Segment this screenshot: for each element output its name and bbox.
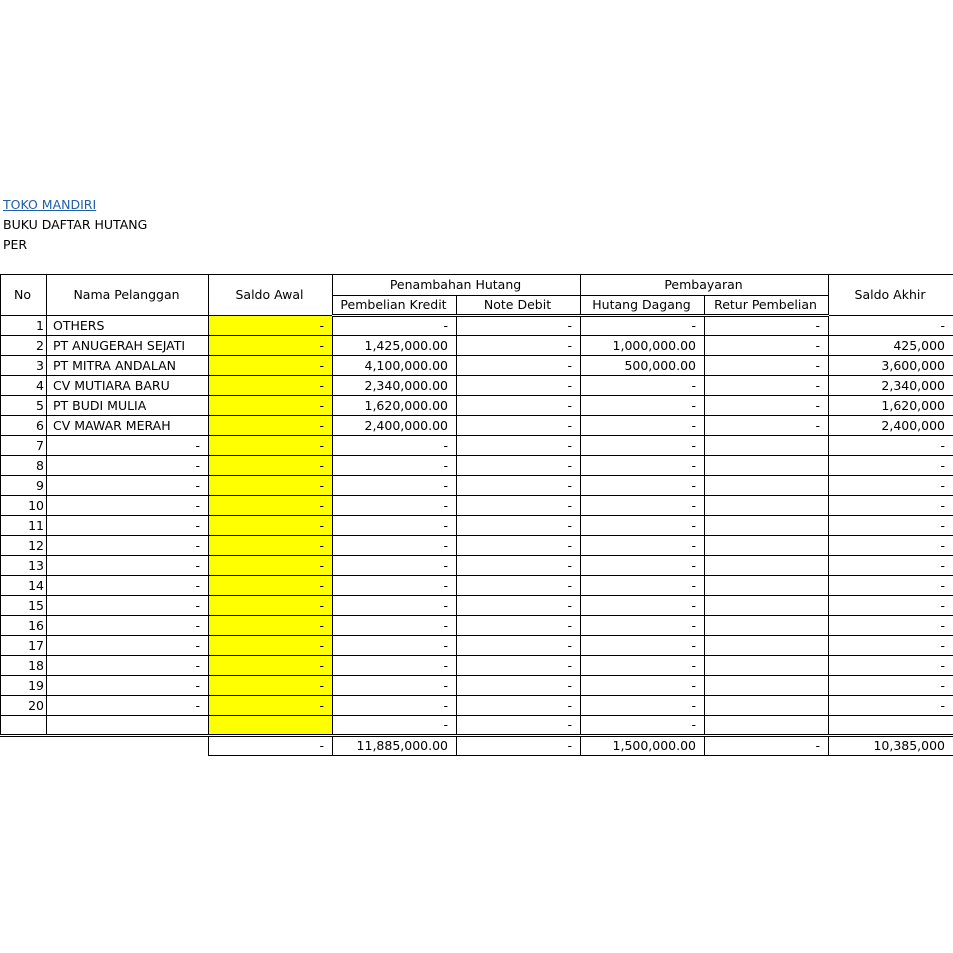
retur-pembelian-cell[interactable] (705, 676, 829, 696)
saldo-akhir-cell[interactable]: 425,000 (829, 336, 953, 356)
note-debit-cell[interactable]: - (457, 596, 581, 616)
table-row (1, 616, 953, 636)
pembelian-kredit-cell[interactable]: - (333, 676, 457, 696)
saldo-awal-cell[interactable]: - (209, 516, 333, 536)
note-debit-cell[interactable]: - (457, 556, 581, 576)
company-name-link[interactable]: TOKO MANDIRI (3, 197, 97, 212)
retur-pembelian-cell[interactable]: - (705, 376, 829, 396)
note-debit-cell[interactable]: - (457, 336, 581, 356)
saldo-akhir-cell[interactable]: 1,620,000 (829, 396, 953, 416)
note-debit-cell[interactable]: - (457, 656, 581, 676)
table-row (1, 336, 953, 356)
table-row (1, 556, 953, 576)
note-debit-cell[interactable]: - (457, 376, 581, 396)
table-row (1, 656, 953, 676)
customer-name-cell[interactable]: - (47, 676, 209, 696)
row-no-cell[interactable]: 14 (1, 576, 47, 596)
retur-pembelian-cell[interactable] (705, 636, 829, 656)
pembelian-kredit-cell[interactable]: 2,340,000.00 (333, 376, 457, 396)
hutang-dagang-cell[interactable]: - (581, 656, 705, 676)
saldo-awal-cell[interactable]: - (209, 696, 333, 716)
saldo-akhir-cell[interactable]: - (829, 616, 953, 636)
col-header-hutang-dagang[interactable]: Hutang Dagang (581, 296, 705, 316)
retur-pembelian-cell[interactable] (705, 696, 829, 716)
note-debit-cell[interactable]: - (457, 716, 581, 736)
note-debit-cell[interactable]: - (457, 536, 581, 556)
col-group-pembayaran[interactable]: Pembayaran (581, 275, 829, 296)
total-note-debit-cell[interactable]: - (457, 736, 581, 756)
pembelian-kredit-cell[interactable]: 1,425,000.00 (333, 336, 457, 356)
saldo-akhir-cell[interactable]: - (829, 476, 953, 496)
row-no-cell[interactable]: 1 (1, 316, 47, 336)
note-debit-cell[interactable]: - (457, 496, 581, 516)
hutang-dagang-cell[interactable]: - (581, 696, 705, 716)
pembelian-kredit-cell[interactable]: - (333, 576, 457, 596)
row-no-cell[interactable] (1, 716, 47, 736)
hutang-dagang-cell[interactable]: - (581, 456, 705, 476)
note-debit-cell[interactable]: - (457, 356, 581, 376)
saldo-akhir-cell[interactable]: - (829, 556, 953, 576)
retur-pembelian-cell[interactable] (705, 496, 829, 516)
pembelian-kredit-cell[interactable]: - (333, 316, 457, 336)
customer-name-cell[interactable]: - (47, 636, 209, 656)
ledger-body (1, 316, 953, 756)
total-retur-pembelian-cell[interactable]: - (705, 736, 829, 756)
saldo-awal-cell[interactable]: - (209, 676, 333, 696)
col-header-retur-pembelian[interactable]: Retur Pembelian (705, 296, 829, 316)
row-no-cell[interactable]: 16 (1, 616, 47, 636)
row-no-cell[interactable]: 2 (1, 336, 47, 356)
hutang-dagang-cell[interactable]: - (581, 556, 705, 576)
table-row (1, 416, 953, 436)
pembelian-kredit-cell[interactable]: - (333, 436, 457, 456)
totals-blank (1, 736, 209, 756)
hutang-dagang-cell[interactable]: - (581, 476, 705, 496)
row-no-cell[interactable]: 18 (1, 656, 47, 676)
saldo-akhir-cell[interactable]: - (829, 496, 953, 516)
retur-pembelian-cell[interactable]: - (705, 396, 829, 416)
note-debit-cell[interactable]: - (457, 516, 581, 536)
row-no-cell[interactable]: 13 (1, 556, 47, 576)
table-row (1, 596, 953, 616)
retur-pembelian-cell[interactable] (705, 596, 829, 616)
retur-pembelian-cell[interactable] (705, 436, 829, 456)
retur-pembelian-cell[interactable] (705, 476, 829, 496)
table-row (1, 396, 953, 416)
customer-name-cell[interactable]: PT MITRA ANDALAN (47, 356, 209, 376)
hutang-dagang-cell[interactable]: - (581, 536, 705, 556)
note-debit-cell[interactable]: - (457, 316, 581, 336)
debt-ledger-table (0, 274, 953, 756)
table-row (1, 456, 953, 476)
table-row (1, 636, 953, 656)
pembelian-kredit-cell[interactable]: - (333, 636, 457, 656)
total-saldo-awal-cell[interactable]: - (209, 736, 333, 756)
row-no-cell[interactable]: 9 (1, 476, 47, 496)
customer-name-cell[interactable]: PT ANUGERAH SEJATI (47, 336, 209, 356)
saldo-awal-cell[interactable]: - (209, 376, 333, 396)
pembelian-kredit-cell[interactable]: - (333, 496, 457, 516)
saldo-awal-cell[interactable]: - (209, 336, 333, 356)
customer-name-cell[interactable]: - (47, 696, 209, 716)
col-header-pembelian-kredit[interactable]: Pembelian Kredit (333, 296, 457, 316)
customer-name-cell[interactable]: PT BUDI MULIA (47, 396, 209, 416)
saldo-akhir-cell[interactable]: - (829, 596, 953, 616)
totals-row (1, 736, 953, 756)
note-debit-cell[interactable]: - (457, 436, 581, 456)
saldo-awal-cell[interactable]: - (209, 576, 333, 596)
saldo-akhir-cell[interactable]: - (829, 516, 953, 536)
table-row (1, 696, 953, 716)
note-debit-cell[interactable]: - (457, 636, 581, 656)
row-no-cell[interactable]: 10 (1, 496, 47, 516)
pembelian-kredit-cell[interactable]: - (333, 456, 457, 476)
hutang-dagang-cell[interactable]: - (581, 316, 705, 336)
row-no-cell[interactable]: 3 (1, 356, 47, 376)
saldo-akhir-cell[interactable]: - (829, 676, 953, 696)
row-no-cell[interactable]: 11 (1, 516, 47, 536)
report-period: PER (3, 237, 28, 252)
row-no-cell[interactable]: 15 (1, 596, 47, 616)
row-no-cell[interactable]: 12 (1, 536, 47, 556)
saldo-awal-cell[interactable]: - (209, 396, 333, 416)
note-debit-cell[interactable]: - (457, 416, 581, 436)
retur-pembelian-cell[interactable] (705, 716, 829, 736)
table-row (1, 516, 953, 536)
customer-name-cell[interactable] (47, 716, 209, 736)
total-pembelian-kredit-cell[interactable]: 11,885,000.00 (333, 736, 457, 756)
col-group-penambahan-hutang[interactable]: Penambahan Hutang (333, 275, 581, 296)
saldo-akhir-cell[interactable]: 2,340,000 (829, 376, 953, 396)
hutang-dagang-cell[interactable]: - (581, 716, 705, 736)
note-debit-cell[interactable]: - (457, 456, 581, 476)
hutang-dagang-cell[interactable]: - (581, 416, 705, 436)
pembelian-kredit-cell[interactable]: 1,620,000.00 (333, 396, 457, 416)
pembelian-kredit-cell[interactable]: 4,100,000.00 (333, 356, 457, 376)
hutang-dagang-cell[interactable]: - (581, 516, 705, 536)
row-no-cell[interactable]: 4 (1, 376, 47, 396)
saldo-akhir-cell[interactable]: - (829, 536, 953, 556)
hutang-dagang-cell[interactable]: 500,000.00 (581, 356, 705, 376)
row-no-cell[interactable]: 7 (1, 436, 47, 456)
table-row (1, 536, 953, 556)
row-no-cell[interactable]: 8 (1, 456, 47, 476)
customer-name-cell[interactable]: - (47, 536, 209, 556)
customer-name-cell[interactable]: - (47, 496, 209, 516)
saldo-awal-cell[interactable]: - (209, 476, 333, 496)
pembelian-kredit-cell[interactable]: - (333, 536, 457, 556)
retur-pembelian-cell[interactable] (705, 516, 829, 536)
customer-name-cell[interactable]: CV MAWAR MERAH (47, 416, 209, 436)
row-no-cell[interactable]: 17 (1, 636, 47, 656)
hutang-dagang-cell[interactable]: - (581, 596, 705, 616)
note-debit-cell[interactable]: - (457, 676, 581, 696)
saldo-awal-cell[interactable]: - (209, 496, 333, 516)
table-row (1, 436, 953, 456)
retur-pembelian-cell[interactable]: - (705, 336, 829, 356)
saldo-akhir-cell[interactable]: 3,600,000 (829, 356, 953, 376)
customer-name-cell[interactable]: CV MUTIARA BARU (47, 376, 209, 396)
report-title: BUKU DAFTAR HUTANG (3, 217, 148, 232)
saldo-awal-cell[interactable]: - (209, 596, 333, 616)
saldo-akhir-cell[interactable]: 2,400,000 (829, 416, 953, 436)
saldo-akhir-cell[interactable]: - (829, 576, 953, 596)
customer-name-cell[interactable]: - (47, 656, 209, 676)
saldo-awal-cell[interactable]: - (209, 556, 333, 576)
saldo-awal-cell[interactable]: - (209, 616, 333, 636)
retur-pembelian-cell[interactable] (705, 576, 829, 596)
saldo-akhir-cell[interactable]: - (829, 636, 953, 656)
retur-pembelian-cell[interactable] (705, 536, 829, 556)
saldo-akhir-cell[interactable]: - (829, 696, 953, 716)
customer-name-cell[interactable]: - (47, 436, 209, 456)
note-debit-cell[interactable]: - (457, 396, 581, 416)
saldo-akhir-cell[interactable]: - (829, 456, 953, 476)
pembelian-kredit-cell[interactable]: 2,400,000.00 (333, 416, 457, 436)
pembelian-kredit-cell[interactable]: - (333, 656, 457, 676)
total-saldo-akhir-cell[interactable]: 10,385,000 (829, 736, 953, 756)
table-row (1, 676, 953, 696)
table-row-empty (1, 716, 953, 736)
pembelian-kredit-cell[interactable]: - (333, 476, 457, 496)
customer-name-cell[interactable]: - (47, 516, 209, 536)
saldo-awal-cell[interactable]: - (209, 316, 333, 336)
hutang-dagang-cell[interactable]: 1,000,000.00 (581, 336, 705, 356)
saldo-akhir-cell[interactable]: - (829, 656, 953, 676)
hutang-dagang-cell[interactable]: - (581, 396, 705, 416)
row-no-cell[interactable]: 20 (1, 696, 47, 716)
saldo-awal-cell[interactable]: - (209, 536, 333, 556)
retur-pembelian-cell[interactable]: - (705, 356, 829, 376)
note-debit-cell[interactable]: - (457, 616, 581, 636)
table-row (1, 356, 953, 376)
col-header-no[interactable]: No (1, 275, 47, 316)
saldo-akhir-cell[interactable]: - (829, 316, 953, 336)
retur-pembelian-cell[interactable]: - (705, 416, 829, 436)
pembelian-kredit-cell[interactable]: - (333, 696, 457, 716)
hutang-dagang-cell[interactable]: - (581, 436, 705, 456)
hutang-dagang-cell[interactable]: - (581, 576, 705, 596)
customer-name-cell[interactable]: OTHERS (47, 316, 209, 336)
saldo-awal-cell[interactable]: - (209, 416, 333, 436)
hutang-dagang-cell[interactable]: - (581, 376, 705, 396)
table-row (1, 476, 953, 496)
pembelian-kredit-cell[interactable]: - (333, 716, 457, 736)
hutang-dagang-cell[interactable]: - (581, 496, 705, 516)
pembelian-kredit-cell[interactable]: - (333, 616, 457, 636)
table-row (1, 496, 953, 516)
retur-pembelian-cell[interactable] (705, 656, 829, 676)
customer-name-cell[interactable]: - (47, 556, 209, 576)
retur-pembelian-cell[interactable] (705, 556, 829, 576)
note-debit-cell[interactable]: - (457, 476, 581, 496)
total-hutang-dagang-cell[interactable]: 1,500,000.00 (581, 736, 705, 756)
customer-name-cell[interactable]: - (47, 596, 209, 616)
saldo-awal-cell[interactable]: - (209, 456, 333, 476)
retur-pembelian-cell[interactable] (705, 616, 829, 636)
note-debit-cell[interactable]: - (457, 576, 581, 596)
customer-name-cell[interactable]: - (47, 616, 209, 636)
table-row (1, 316, 953, 336)
saldo-awal-cell[interactable]: - (209, 356, 333, 376)
pembelian-kredit-cell[interactable]: - (333, 596, 457, 616)
customer-name-cell[interactable]: - (47, 576, 209, 596)
retur-pembelian-cell[interactable]: - (705, 316, 829, 336)
pembelian-kredit-cell[interactable]: - (333, 516, 457, 536)
saldo-awal-cell[interactable] (209, 716, 333, 736)
note-debit-cell[interactable]: - (457, 696, 581, 716)
col-header-saldo-akhir[interactable]: Saldo Akhir (829, 275, 953, 316)
saldo-akhir-cell[interactable] (829, 716, 953, 736)
pembelian-kredit-cell[interactable]: - (333, 556, 457, 576)
saldo-awal-cell[interactable]: - (209, 636, 333, 656)
table-row (1, 376, 953, 396)
customer-name-cell[interactable]: - (47, 476, 209, 496)
col-header-note-debit[interactable]: Note Debit (457, 296, 581, 316)
retur-pembelian-cell[interactable] (705, 456, 829, 476)
row-no-cell[interactable]: 6 (1, 416, 47, 436)
col-header-nama-pelanggan[interactable]: Nama Pelanggan (47, 275, 209, 316)
saldo-akhir-cell[interactable]: - (829, 436, 953, 456)
row-no-cell[interactable]: 19 (1, 676, 47, 696)
customer-name-cell[interactable]: - (47, 456, 209, 476)
saldo-awal-cell[interactable]: - (209, 656, 333, 676)
hutang-dagang-cell[interactable]: - (581, 616, 705, 636)
saldo-awal-cell[interactable]: - (209, 436, 333, 456)
row-no-cell[interactable]: 5 (1, 396, 47, 416)
hutang-dagang-cell[interactable]: - (581, 676, 705, 696)
hutang-dagang-cell[interactable]: - (581, 636, 705, 656)
col-header-saldo-awal[interactable]: Saldo Awal (209, 275, 333, 316)
table-row (1, 576, 953, 596)
